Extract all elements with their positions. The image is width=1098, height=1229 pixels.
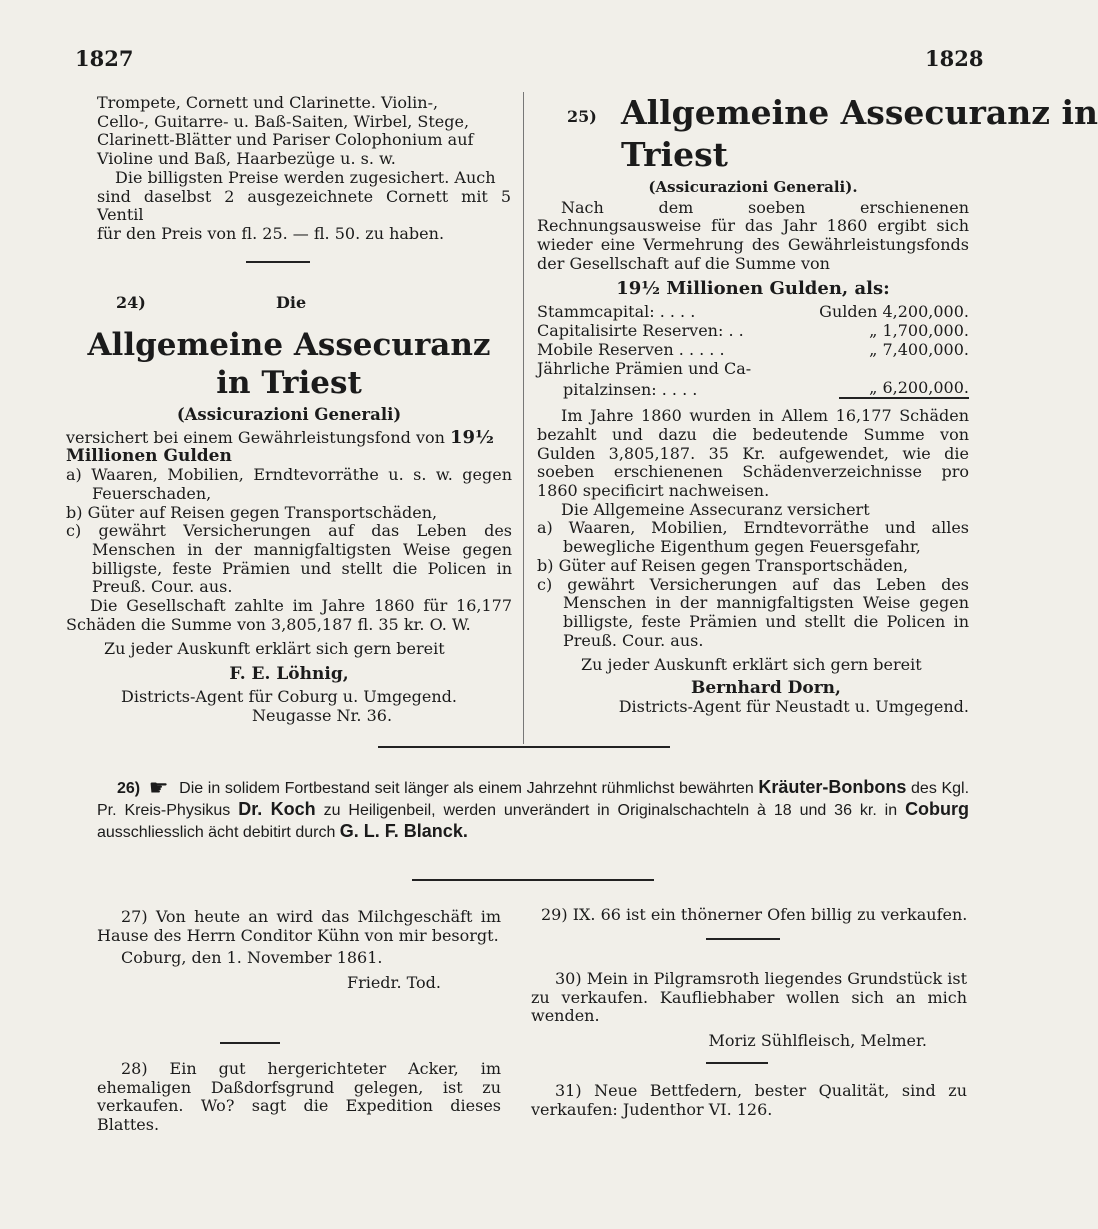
ad-29-text: 29) IX. 66 ist ein thönerner Ofen billig zu verkaufen. [541,905,968,924]
ad-24-agent-role: Districts-Agent für Coburg u. Umgegend. [121,686,457,706]
divider [706,938,780,940]
list-item: c) gewährt Versicherungen auf das Leben des Menschen in der mannigfaltigsten Weise gegen billigste, feste Prämien und stellt die Policen in Preuß. Cour. aus. [66,521,512,597]
list-item: c) gewährt Versicherungen auf das Leben des Menschen in der mannigfaltigsten Weise gegen billigste, feste Prämien und stellt die Policen in Preuß. Cour. aus. [537,574,969,650]
ad-number: 25) [567,107,597,126]
ad-25-intro: Nach dem soeben erschienenen Rechnungsausweise für das Jahr 1860 ergibt sich wieder eine Vermehrung des Gewährleistungsfonds der Gesellschaft auf die Summe von [537,197,969,273]
row-value: Gulden 4,200,000. [819,302,969,322]
table-row [537,359,969,378]
ad-line: für den Preis von fl. 25. — fl. 50. zu haben. [97,223,445,243]
ad-24-intro [66,426,512,467]
ad-line: Violine und Baß, Haarbezüge u. s. w. [97,149,396,169]
ad-24-header [66,294,512,316]
ad-line: Clarinett-Blätter und Pariser Colophonium auf [97,130,474,150]
ad-25-sum-heading: 19½ Millionen Gulden, als: [616,277,890,299]
ad-24-assecuranz [66,294,512,725]
ad-24-agent-addr: Neugasse Nr. 36. [252,705,393,725]
row-value: „ 7,400,000. [869,340,969,360]
intro-text: versichert bei einem Gewährleistungsfond von [66,427,445,447]
page-number-right: 1828 [925,46,984,71]
ad-27-date: Coburg, den 1. November 1861. [121,948,383,968]
divider [412,879,654,881]
ad-line: Die billigsten Preise werden zugesichert. Auch [115,167,496,187]
ad-number: 24) [116,293,146,312]
row-value: „ 1,700,000. [869,321,969,341]
ad-27-signer: Friedr. Tod. [346,973,441,993]
ad-text: zu Heiligenbeil, werden unverändert in Originalschachteln à 18 und 36 kr. in [323,802,898,819]
ad-line: sind daselbst 2 ausgezeichnete Cornett mit 5 Ventil [97,186,511,225]
ad-25-info: Zu jeder Auskunft erklärt sich gern bereit [581,655,922,675]
ad-24-paid: Die Gesellschaft zahlte im Jahre 1860 für 16,177 Schäden die Summe von 3,805,187 fl. 35 kr. O. W. [66,596,512,634]
ad-25-assecuranz [537,93,1098,716]
ad-25-damages: Im Jahre 1860 wurden in Allem 16,177 Schäden bezahlt und dazu die bedeutende Summe von Gulden 3,805,187. 35 Kr. aufgewendet, wie die soeben erschienenen Schädenverzeichnisse pro 1860 specificirt nachweisen. [537,406,969,501]
ad-28-text: 28) Ein gut hergerichteter Acker, im ehemaligen Daßdorfsgrund gelegen, ist zu verkaufen. Wo? sagt die Expedition dieses Blattes. [97,1059,501,1135]
ad-27-text: 27) Von heute an wird das Milchgeschäft im Hause des Herrn Conditor Kühn von mir besorgt. [97,907,501,945]
ad-27-milk-business [97,908,501,993]
list-item: a) Waaren, Mobilien, Erndtevorräthe und alles bewegliche Eigenthum gegen Feuersgefahr, [537,518,969,557]
ad-25-amounts-table [537,302,969,399]
row-value [819,359,969,378]
ad-31-feathers [531,1082,967,1119]
ad-line: Cello-, Guitarre- u. Baß-Saiten, Wirbel, Stege, [97,111,470,131]
intro-amount: 19½ [450,426,494,448]
die-word: Die [276,293,307,312]
divider [220,1042,280,1044]
ad-28-field [97,1060,501,1135]
ad-30-signer: Moriz Sühlfleisch, Melmer. [708,1031,927,1051]
divider [246,261,310,263]
table-row [537,302,969,321]
table-row [537,321,969,340]
page-number-left: 1827 [75,46,134,71]
list-item: b) Güter auf Reisen gegen Transportschäden, [66,502,438,522]
divider [706,1062,768,1064]
ad-25-title-1: Allgemeine Assecuranz in [621,93,1098,132]
pointing-hand-icon: ☛ [148,775,169,800]
ad-25-agent-role: Districts-Agent für Neustadt u. Umgegend. [618,696,969,716]
ad-25-title-row [537,93,1098,134]
ad-24-subtitle: (Assicurazioni Generali) [176,405,402,424]
row-label: Mobile Reserven . . . . . [537,340,725,360]
ad-text: Die in solidem Fortbestand seit länger als einem Jahrzehnt rühmlichst bewährten [179,780,754,797]
seller-name: G. L. F. Blanck. [339,821,468,841]
ad-25-insures: Die Allgemeine Assecuranz versichert [561,499,870,519]
doctor-name: Dr. Koch [238,799,316,819]
ad-30-text: 30) Mein in Pilgramsroth liegendes Grundstück ist zu verkaufen. Kaufliebhaber wollen sich an mich wenden. [531,969,967,1026]
table-row [537,340,969,359]
row-value: „ 6,200,000. [819,378,969,399]
city-name: Coburg [905,799,970,819]
row-label: pitalzinsen: . . . . [563,380,698,400]
ad-text: ausschliesslich ächt debitirt durch [97,824,336,841]
table-row [537,378,969,399]
ad-text: des Kgl. Pr. Kreis-Physikus [97,780,970,819]
ad-30-property [531,970,967,1051]
ad-24-info: Zu jeder Auskunft erklärt sich gern bereit [104,639,445,659]
ad-number: 26) [117,780,141,797]
column-divider [523,92,524,744]
ad-25-agent-name: Bernhard Dorn, [691,678,841,699]
row-label: Capitalisirte Reserven: . . [537,321,744,341]
ad-24-title: Allgemeine Assecuranz in Triest [87,327,491,401]
ad-24-agent-name: F. E. Löhnig, [229,664,349,685]
list-item: a) Waaren, Mobilien, Erndtevorräthe u. s. w. gegen Feuerschaden, [66,465,512,503]
product-name: Kräuter-Bonbons [758,777,907,797]
ad-26-bonbons [97,777,969,843]
list-item: b) Güter auf Reisen gegen Transportschäden, [537,555,909,575]
ad-music-instruments [97,94,511,244]
intro-millions: Millionen Gulden [66,446,232,467]
divider [378,746,670,748]
ad-31-text: 31) Neue Bettfedern, bester Qualität, sind zu verkaufen: Judenthor VI. 126. [531,1081,967,1119]
row-label: Stammcapital: . . . . [537,302,696,322]
ad-29-oven [541,906,969,925]
row-label: Jährliche Prämien und Ca- [537,359,752,379]
ad-25-title-2: Triest [621,135,728,174]
ad-25-subtitle: (Assicurazioni Generali). [648,178,858,196]
ad-line: Trompete, Cornett und Clarinette. Violin-, [97,93,439,112]
